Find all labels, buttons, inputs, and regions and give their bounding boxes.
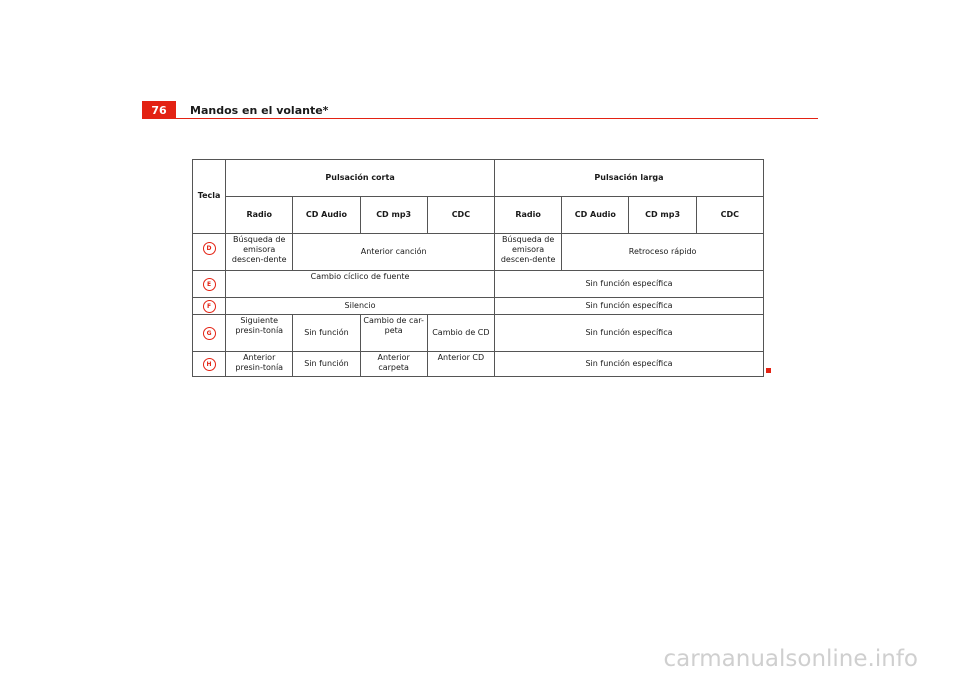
column-group-short-press: Pulsación corta — [226, 160, 495, 197]
column-header-cd-audio-long: CD Audio — [562, 197, 629, 234]
page-title: Mandos en el volante* — [190, 103, 329, 117]
page-number: 76 — [142, 101, 176, 119]
table-cell: Anterior canción — [293, 234, 495, 271]
table-cell: Anterior CD — [427, 352, 494, 377]
key-cell — [193, 298, 226, 315]
key-cell — [193, 315, 226, 352]
table-cell: Anterior presin-tonía — [226, 352, 293, 377]
column-header-key: Tecla — [193, 160, 226, 234]
table-header-row — [193, 160, 764, 197]
key-f-icon: F — [203, 300, 216, 313]
table-row — [193, 234, 764, 271]
table-cell: Sin función específica — [495, 352, 764, 377]
key-h-icon: H — [203, 358, 216, 371]
table-cell: Cambio cíclico de fuente — [226, 271, 495, 298]
table-cell: Sin función específica — [495, 298, 764, 315]
key-cell — [193, 234, 226, 271]
column-header-radio-long: Radio — [495, 197, 562, 234]
table-cell: Búsqueda de emisora descen-dente — [495, 234, 562, 271]
table-cell: Siguiente presin-tonía — [226, 315, 293, 352]
table-subheader-row — [193, 197, 764, 234]
table-cell: Sin función específica — [495, 271, 764, 298]
table-row — [193, 271, 764, 298]
column-header-cdc-long: CDC — [696, 197, 763, 234]
table-row — [193, 352, 764, 377]
watermark: carmanualsonline.info — [663, 646, 918, 672]
table-cell: Sin función específica — [495, 315, 764, 352]
table-cell: Cambio de CD — [427, 315, 494, 352]
key-cell — [193, 352, 226, 377]
steering-controls-table — [192, 159, 764, 377]
column-header-cd-audio-short: CD Audio — [293, 197, 360, 234]
table-cell: Silencio — [226, 298, 495, 315]
table-cell: Anterior carpeta — [360, 352, 427, 377]
column-group-long-press: Pulsación larga — [495, 160, 764, 197]
section-end-marker — [766, 368, 771, 373]
column-header-cd-mp3-short: CD mp3 — [360, 197, 427, 234]
key-e-icon: E — [203, 278, 216, 291]
table-cell: Retroceso rápido — [562, 234, 764, 271]
table-cell: Sin función — [293, 352, 360, 377]
table-cell: Búsqueda de emisora descen-dente — [226, 234, 293, 271]
key-cell — [193, 271, 226, 298]
header-rule — [142, 118, 818, 119]
key-g-icon: G — [203, 327, 216, 340]
table-cell: Sin función — [293, 315, 360, 352]
table-row — [193, 315, 764, 352]
key-d-icon: D — [203, 242, 216, 255]
column-header-cdc-short: CDC — [427, 197, 494, 234]
table-row — [193, 298, 764, 315]
column-header-cd-mp3-long: CD mp3 — [629, 197, 696, 234]
table-cell: Cambio de car-peta — [360, 315, 427, 352]
column-header-radio-short: Radio — [226, 197, 293, 234]
